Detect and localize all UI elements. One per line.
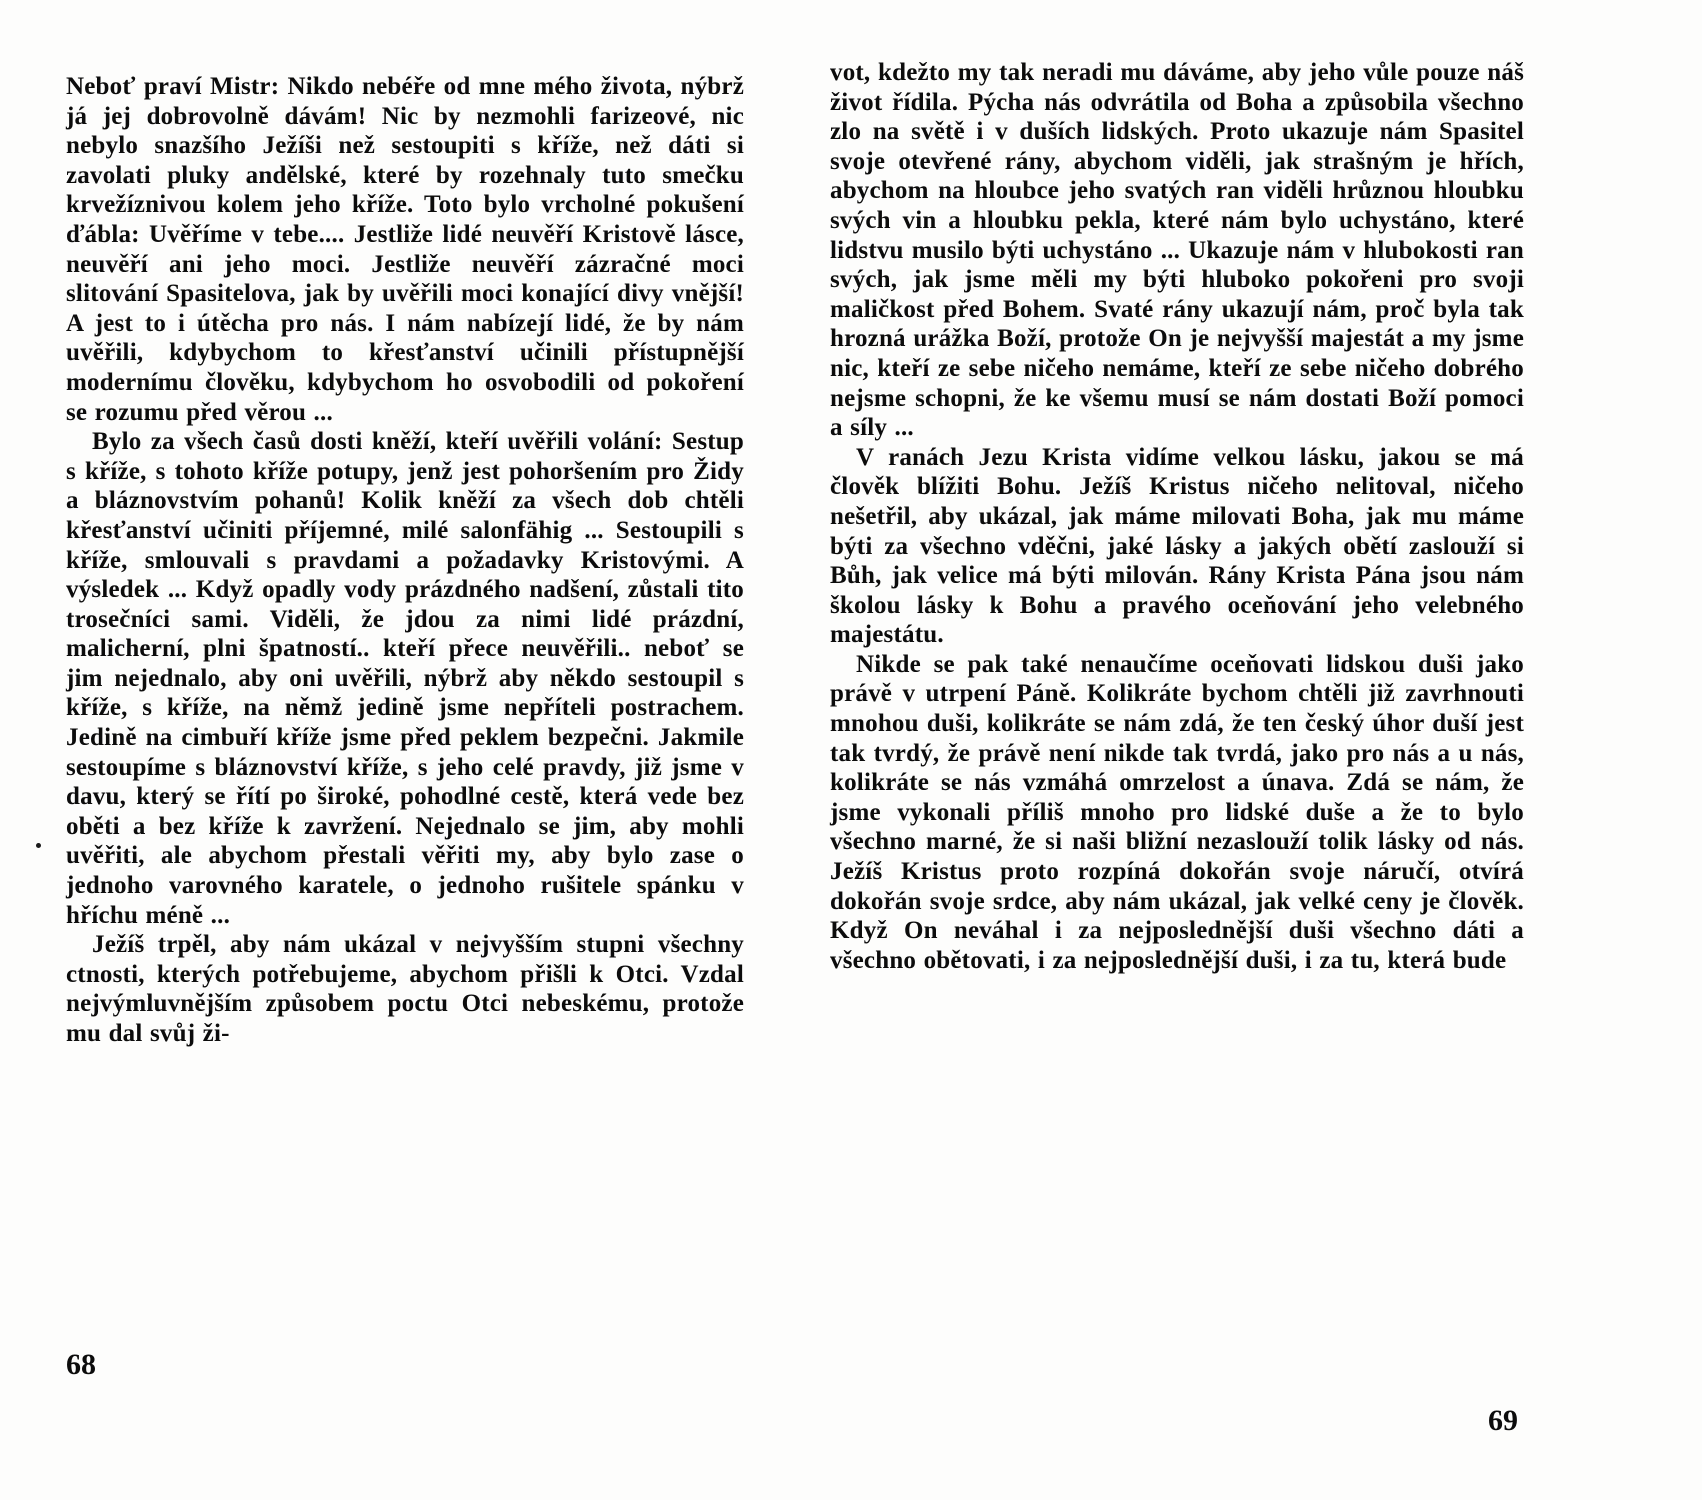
paragraph: vot, kdežto my tak neradi mu dáváme, aby jeho vůle pouze náš život řídila. Pýcha nás odvrátila od Boha a způsobila všechno zlo na světě i v duších lidských. Proto ukazuje nám Spasitel svoje otevřené rány, abychom viděli, jak strašným je hřích, abychom na hloubce jeho svatých ran viděli hrůznou hloubku svých vin a hloubku pekla, které nám bylo uchystáno, které lidstvu musilo býti uchystáno ... Ukazuje nám v hlubokosti ran svých, jak jsme měli my býti hluboko pokořeni pro svoji maličkost před Bohem. Svaté rány ukazují nám, proč byla tak hrozná urážka Boží, protože On je nejvyšší majestát a my jsme nic, kteří ze sebe ničeho nemáme, kteří ze sebe ničeho dobrého nejsme schopni, že ke všemu musí se nám dostati Boží pomoci a síly ... (830, 59, 1524, 442)
paragraph: V ranách Jezu Krista vidíme velkou lásku, jakou se má člověk blížiti Bohu. Ježíš Kristus ničeho nelitoval, ničeho nešetřil, aby ukázal, jak máme milovati Boha, jak mu máme býti za všechno vděčni, jaké lásky a jakých obětí zaslouží si Bůh, jak velice má býti milován. Rány Krista Pána jsou nám školou lásky k Bohu a pravého oceňování jeho velebného majestátu. (830, 443, 1524, 649)
page-number-right: 69 (1488, 1404, 1518, 1437)
page-number-left: 68 (66, 1348, 96, 1381)
paragraph: Ježíš trpěl, aby nám ukázal v nejvyšším stupni všechny ctnosti, kterých potřebujeme, abychom přišli k Otci. Vzdal nejvýmluvnějším způsobem poctu Otci nebeskému, protože mu dal svůj ži- (66, 931, 744, 1047)
page-right (830, 58, 1524, 975)
page-left (66, 72, 744, 1049)
paragraph: Nikde se pak také nenaučíme oceňovati lidskou duši jako právě v utrpení Páně. Kolikráte bychom chtěli již zavrhnouti mnohou duši, kolikráte se nám zdá, že ten český úhor duší jest tak tvrdý, že právě není nikde tak tvrdá, jako pro nás a u nás, kolikráte se nás vzmáhá omrzelost a únava. Zdá se nám, že jsme vykonali příliš mnoho pro lidské duše a že to bylo všechno marné, že si naši bližní nezaslouží tolik lásky od nás. Ježíš Kristus proto rozpíná dokořán svoje náručí, otvírá dokořán svoje srdce, aby nám ukázal, jak velké ceny je člověk. Když On neváhal i za nejposlednější duši všechno dáti a všechno obětovati, i za nejposlednější duši, i za tu, která bude (830, 650, 1524, 974)
scan-speck (36, 843, 41, 848)
paragraph: Neboť praví Mistr: Nikdo nebéře od mne mého života, nýbrž já jej dobrovolně dávám! Nic by nezmohli farizeové, nic nebylo snazšího Ježíši než sestoupiti s kříže, než dáti si zavolati pluky andělské, které by rozehnaly tuto smečku krvežíznivou kolem jeho kříže. Toto bylo vrcholné pokušení ďábla: Uvěříme v tebe.... Jestliže lidé neuvěří Kristově lásce, neuvěří ani jeho moci. Jestliže neuvěří zázračné moci slitování Spasitelova, jak by uvěřili moci konající divy vnější! A jest to i útěcha pro nás. I nám nabízejí lidé, že by nám uvěřili, kdybychom to křesťanství učinili přístupnější modernímu člověku, kdybychom ho osvobodili od pokoření se rozumu před věrou ... (66, 73, 744, 426)
paragraph: Bylo za všech časů dosti kněží, kteří uvěřili volání: Sestup s kříže, s tohoto kříže potupy, jenž jest pohoršením pro Židy a bláznovstvím pohanů! Kolik kněží za všech dob chtěli křesťanství učiniti příjemné, milé salonfähig ... Sestoupili s kříže, smlouvali s pravdami a požadavky Kristovými. A výsledek ... Když opadly vody prázdného nadšení, zůstali tito trosečníci sami. Viděli, že jdou za nimi lidé prázdní, malicherní, plni špatností.. kteří přece neuvěřili.. neboť se jim nejednalo, aby oni uvěřili, nýbrž aby někdo sestoupil s kříže, s kříže, na němž jedině jsme nepříteli postrachem. Jedině na cimbuří kříže jsme před peklem bezpečni. Jakmile sestoupíme s bláznovství kříže, s jeho celé pravdy, již jsme v davu, který se řítí po široké, pohodlné cestě, která vede bez oběti a bez kříže k zavržení. Nejednalo se jim, aby mohli uvěřiti, ale abychom přestali věřiti my, aby bylo zase o jednoho varovného karatele, o jednoho rušitele spánku v hříchu méně ... (66, 428, 744, 929)
